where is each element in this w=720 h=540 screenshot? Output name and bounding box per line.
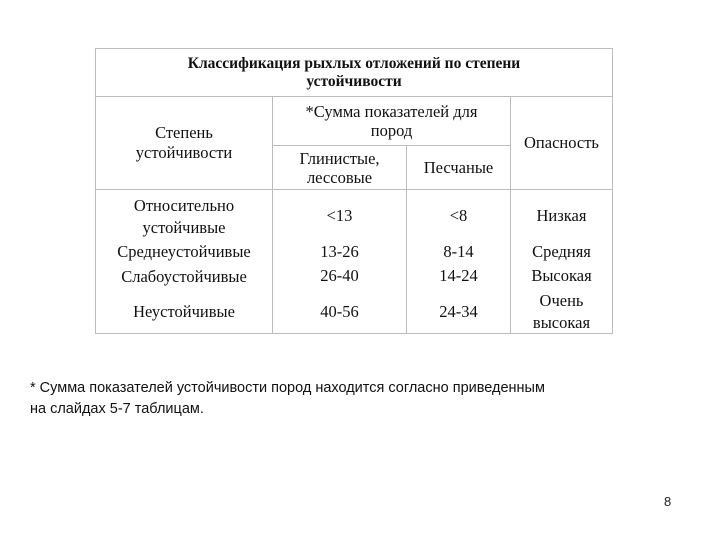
sand-cell: 14-24 <box>439 266 478 285</box>
stability-column <box>96 190 272 334</box>
stability-cell: устойчивые <box>142 218 226 237</box>
clay-cell: 40-56 <box>320 302 359 321</box>
danger-column <box>511 190 612 334</box>
sand-cell: <8 <box>449 206 468 225</box>
danger-cell: Низкая <box>536 206 587 225</box>
header-clay: Глинистые, лессовые <box>299 148 380 187</box>
clay-column <box>273 190 406 334</box>
stability-cell: Неустойчивые <box>133 302 235 321</box>
footnote <box>30 378 700 420</box>
header-sand: Песчаные <box>423 157 494 177</box>
stability-classification-table <box>95 48 613 334</box>
page-number: 8 <box>664 494 672 509</box>
sand-column <box>407 190 510 334</box>
header-sum: *Сумма показателей для пород <box>305 102 478 140</box>
table-title: Классификация рыхлых отложений по степени устойчивости <box>187 55 521 90</box>
stability-cell: Слабоустойчивые <box>121 267 247 286</box>
header-stability: Степень устойчивости <box>135 123 233 162</box>
danger-cell: Высокая <box>531 266 592 285</box>
sand-cell: 24-34 <box>439 302 478 321</box>
sand-cell: 8-14 <box>443 242 474 261</box>
footnote-line: * Сумма показателей устойчивости пород находится согласно приведенным <box>30 380 545 396</box>
footnote-line: на слайдах 5-7 таблицам. <box>30 401 204 417</box>
clay-cell: 13-26 <box>320 242 359 261</box>
danger-cell: Очень <box>539 291 584 310</box>
clay-cell: 26-40 <box>320 266 359 285</box>
stability-cell: Среднеустойчивые <box>117 242 251 261</box>
danger-cell: Средняя <box>532 242 591 261</box>
stability-cell: Относительно <box>133 196 235 215</box>
header-danger: Опасность <box>524 133 599 152</box>
clay-cell: <13 <box>326 206 353 225</box>
danger-cell: высокая <box>532 313 591 332</box>
